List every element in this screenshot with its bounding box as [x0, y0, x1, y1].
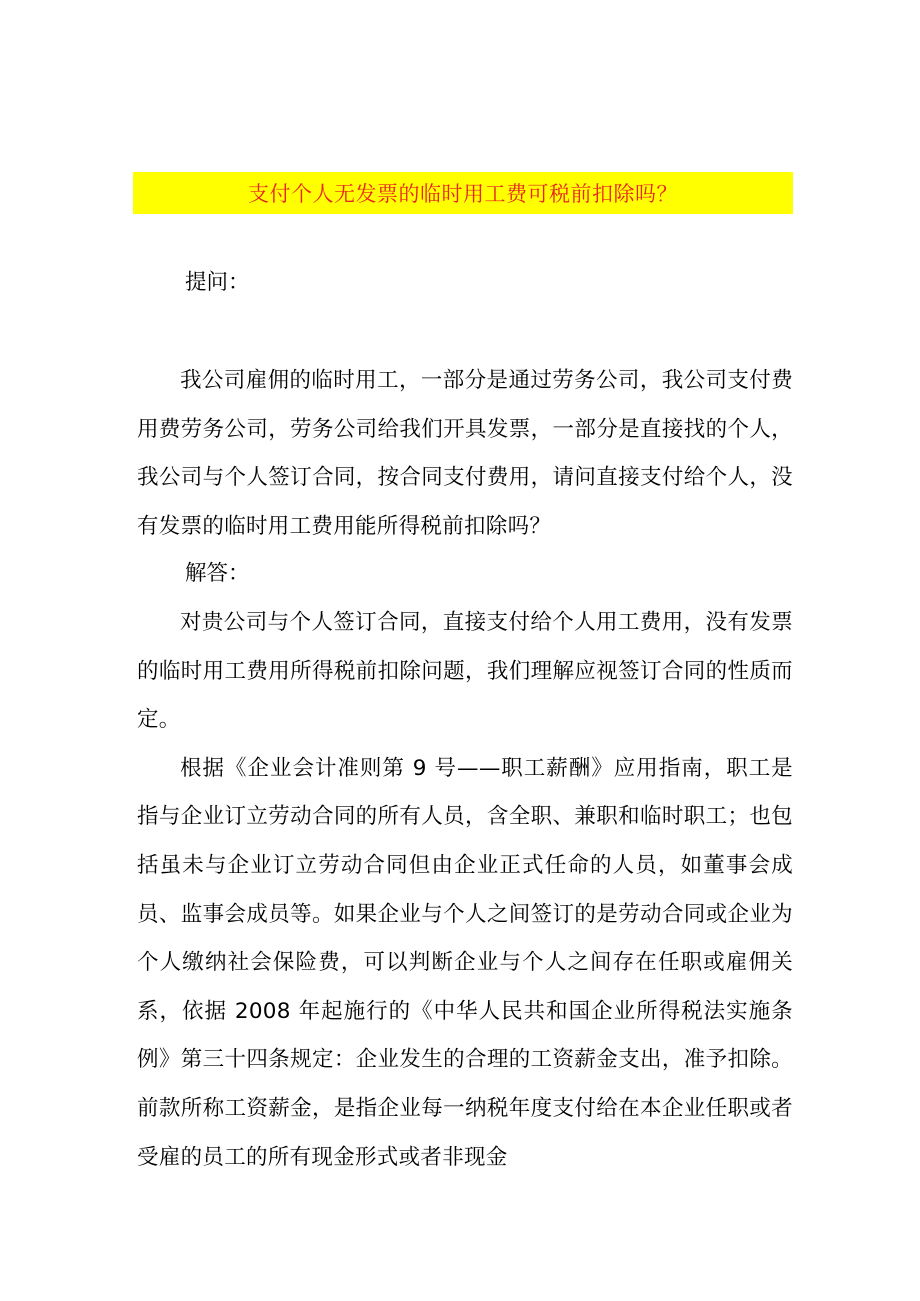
question-label: 提问： — [185, 270, 250, 295]
answer-block — [137, 599, 793, 1182]
question-paragraph: 我公司雇佣的临时用工，一部分是通过劳务公司，我公司支付费用费劳务公司，劳务公司给我们开具发票，一部分是直接找的个人，我公司与个人签订合同，按合同支付费用，请问直接支付给个人，没有发票的临时用工费用能所得税前扣除吗？ — [137, 368, 793, 539]
answer-label: 解答： — [185, 561, 250, 586]
question-block — [137, 357, 793, 551]
answer-paragraph-2: 根据《企业会计准则第 9 号——职工薪酬》应用指南，职工是指与企业订立劳动合同的所有人员，含全职、兼职和临时职工；也包括虽未与企业订立劳动合同但由企业正式任命的人员，如董事会成员、监事会成员等。如果企业与个人之间签订的是劳动合同或企业为个人缴纳社会保险费，可以判断企业与个人之间存在任职或雇佣关系，依据 2008 年起施行的《中华人民共和国企业所得税法实施条例》第三十四条规定：企业发生的合理的工资薪金支出，准予扣除。前款所称工资薪金，是指企业每一纳税年度支付给在本企业任职或者受雇的员工的所有现金形式或者非现金 — [137, 755, 793, 1170]
document-title: 支付个人无发票的临时用工费可税前扣除吗？ — [248, 182, 678, 206]
answer-paragraph-1: 对贵公司与个人签订合同，直接支付给个人用工费用，没有发票的临时用工费用所得税前扣除问题，我们理解应视签订合同的性质而定。 — [137, 610, 793, 733]
title-highlight — [133, 172, 793, 214]
